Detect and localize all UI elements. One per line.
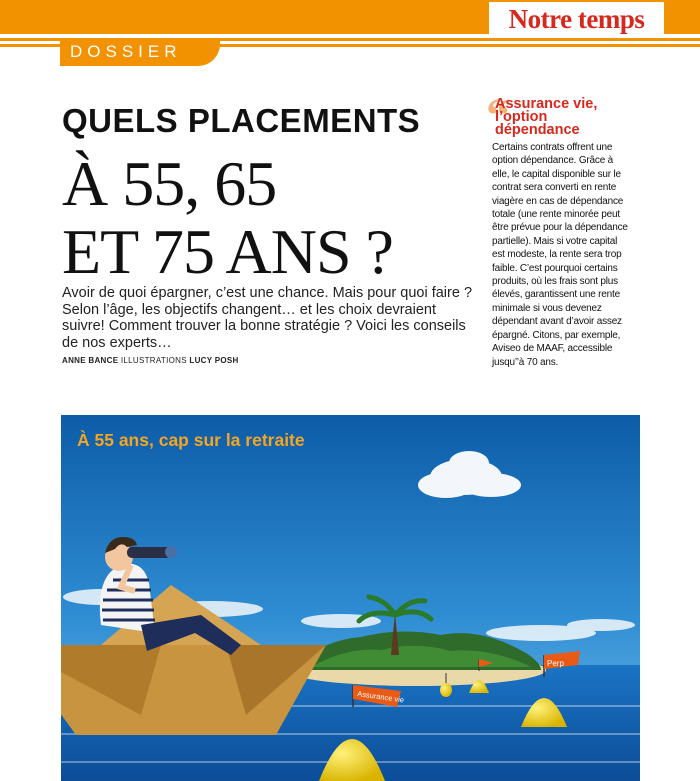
magazine-logo: Notre temps [489,2,664,36]
article-title-line2: À 55, 65 [62,148,277,219]
article-title-line3: ET 75 ANS ? [62,216,393,287]
article-byline [62,356,239,365]
author-name: ANNE BANCE [62,356,119,365]
flag-assurance-vie-label: Assurance vie [356,689,405,705]
section-tab: DOSSIER [60,38,220,66]
illustration-caption: À 55 ans, cap sur la retraite [77,430,305,450]
illustration [61,415,640,781]
sidebar-heading: Assurance vie, l’option dépendance [495,96,598,138]
illustration-scene [61,415,640,781]
flag-perp-label: Perp [547,659,564,668]
sidebar-body: Certains contrats offrent une option dépendance. Grâce à elle, le capital disponible sur le contrat sera converti en rente viagère en cas de dépendance totale (une rente minorée peut être prévue pour la dépendance partielle). Mais si votre capital est modeste, la rente sera trop faible. C’est pourquoi certains produits, où les frais sont plus élevés, garantissent une rente minimale si vous devenez dépendant avant d’avoir assez épargné. Citons, par exemple, Aviseo de MAAF, accessible jusqu’’à 70 ans. [492,142,628,368]
illustrator-name: LUCY POSH [189,356,239,365]
sidebar-box [486,89,632,369]
quote-mark-icon: “ [486,89,510,142]
article-title-line1: QUELS PLACEMENTS [62,102,421,139]
article-lead: Avoir de quoi épargner, c’est une chance. Mais pour quoi faire ? Selon l’âge, les objectifs changent… et les choix devraient suivre! Comment trouver la bonne stratégie ? Voici les conseils de nos experts… [62,285,473,351]
illustrations-label: ILLUSTRATIONS [120,356,187,365]
